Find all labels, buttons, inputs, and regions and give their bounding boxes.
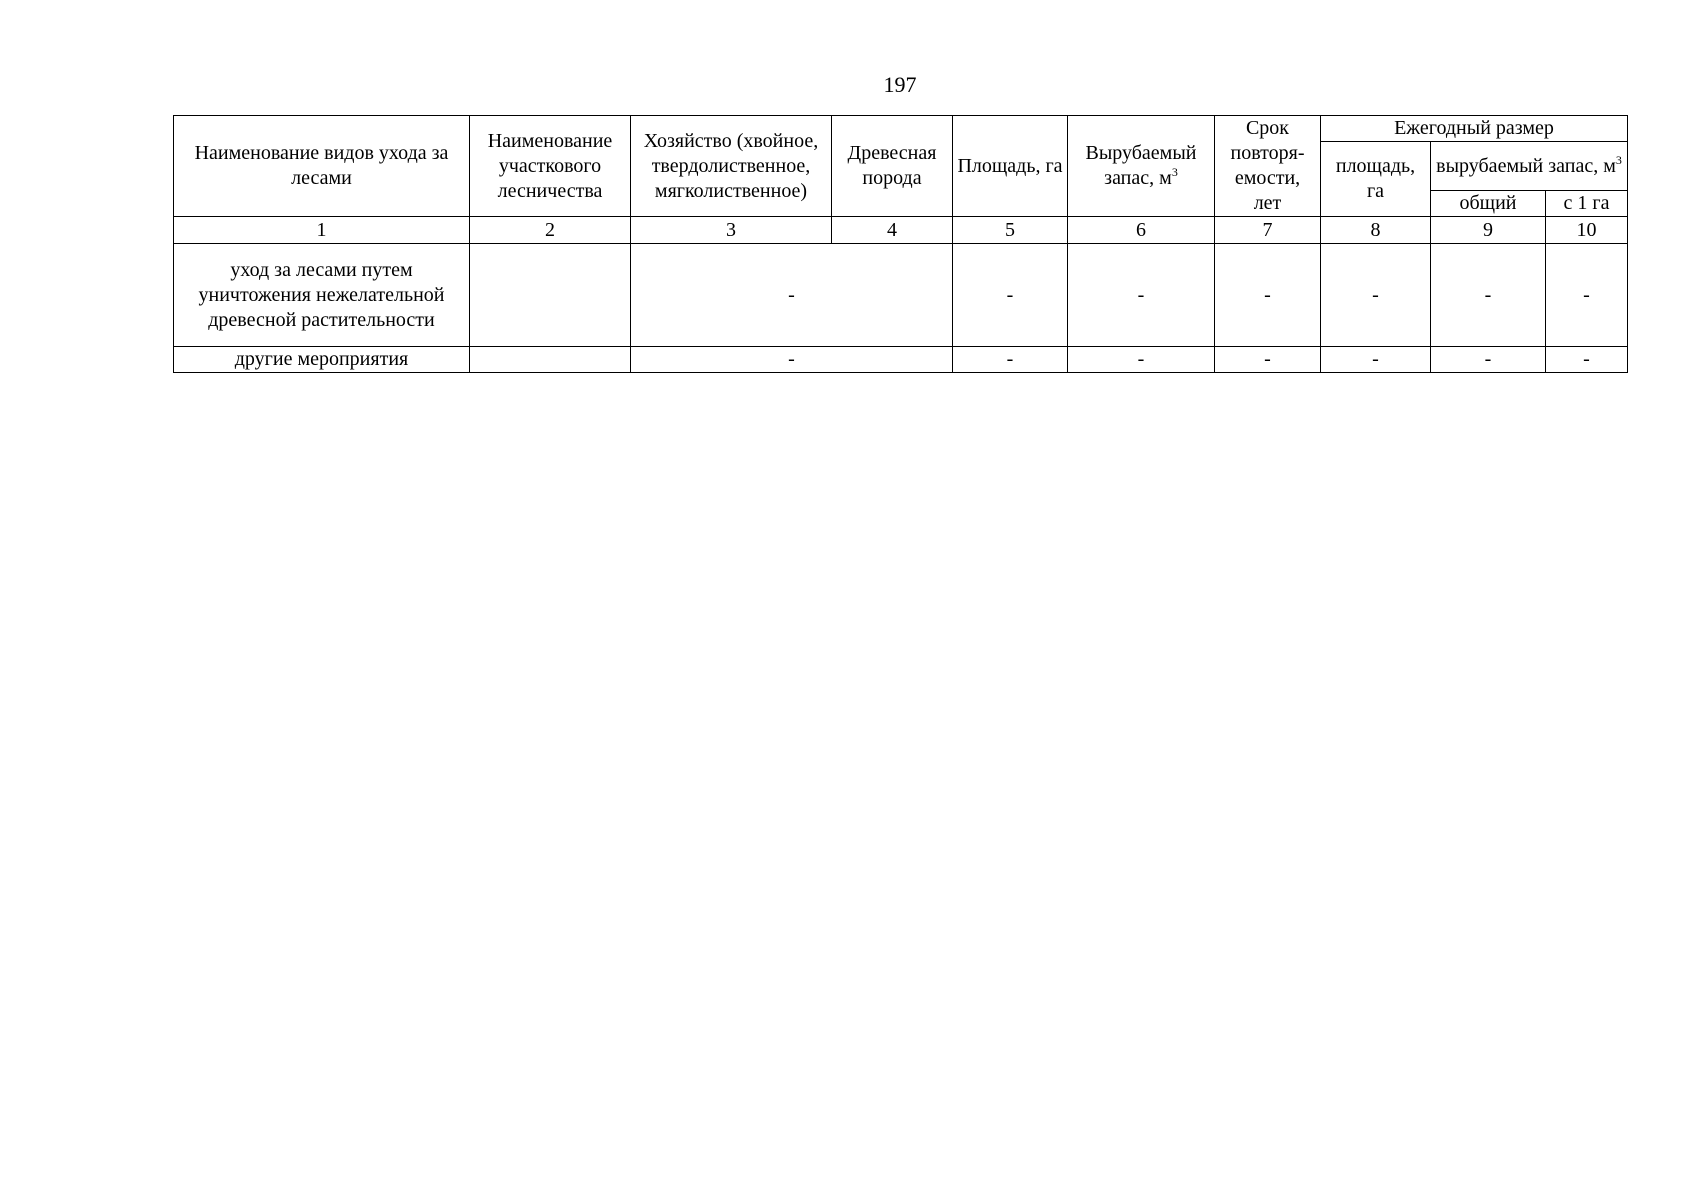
- column-number: 9: [1431, 217, 1546, 244]
- header-area: Площадь, га: [953, 116, 1068, 217]
- column-number: 5: [953, 217, 1068, 244]
- table-row: [174, 347, 1628, 373]
- row-volume-total: -: [1431, 347, 1546, 373]
- row-annual-area: -: [1321, 347, 1431, 373]
- row-volume-per-ha: -: [1546, 244, 1628, 347]
- header-annual-volume-text: вырубаемый запас, м: [1436, 154, 1616, 177]
- row-volume-total: -: [1431, 244, 1546, 347]
- header-annual-area: площадь, га: [1321, 142, 1431, 217]
- row-cut-volume: -: [1068, 244, 1215, 347]
- header-forestry: Наименование участкового лесничества: [470, 116, 631, 217]
- row-volume-per-ha: -: [1546, 347, 1628, 373]
- header-tree-species: Древесная порода: [832, 116, 953, 217]
- row-cut-volume: -: [1068, 347, 1215, 373]
- column-number: 4: [832, 217, 953, 244]
- header-annual-volume-sup: 3: [1615, 152, 1622, 167]
- row-forestry: [470, 244, 631, 347]
- row-area: -: [953, 244, 1068, 347]
- column-number: 1: [174, 217, 470, 244]
- header-repeat-period: Срок повторя-емости, лет: [1215, 116, 1321, 217]
- header-annual-size: Ежегодный размер: [1321, 116, 1628, 142]
- row-repeat-period: -: [1215, 244, 1321, 347]
- row-repeat-period: -: [1215, 347, 1321, 373]
- header-cut-volume-sup: 3: [1171, 165, 1178, 179]
- header-care-type: Наименование видов ухода за лесами: [174, 116, 470, 217]
- column-number: 6: [1068, 217, 1215, 244]
- header-cut-volume-text: Вырубаемый запас, м: [1085, 142, 1197, 189]
- header-cut-volume: [1068, 116, 1215, 217]
- header-row-1: [174, 116, 1628, 142]
- header-volume-total: общий: [1431, 191, 1546, 217]
- column-number: 10: [1546, 217, 1628, 244]
- row-annual-area: -: [1321, 244, 1431, 347]
- header-annual-volume: [1431, 142, 1628, 191]
- row-care-type: другие мероприятия: [174, 347, 470, 373]
- page-number: 197: [883, 72, 917, 97]
- header-volume-per-ha: с 1 га: [1546, 191, 1628, 217]
- column-number: 7: [1215, 217, 1321, 244]
- row-economy-species: -: [631, 347, 953, 373]
- column-number: 2: [470, 217, 631, 244]
- row-forestry: [470, 347, 631, 373]
- column-number: 3: [631, 217, 832, 244]
- table-row: [174, 244, 1628, 347]
- column-number: 8: [1321, 217, 1431, 244]
- row-area: -: [953, 347, 1068, 373]
- forest-care-table: [173, 115, 1628, 373]
- row-economy-species: -: [631, 244, 953, 347]
- row-care-type: уход за лесами путем уничтожения нежелательной древесной растительности: [174, 244, 470, 347]
- header-economy: Хозяйство (хвойное, твердолиственное, мягколиственное): [631, 116, 832, 217]
- column-number-row: [174, 217, 1628, 244]
